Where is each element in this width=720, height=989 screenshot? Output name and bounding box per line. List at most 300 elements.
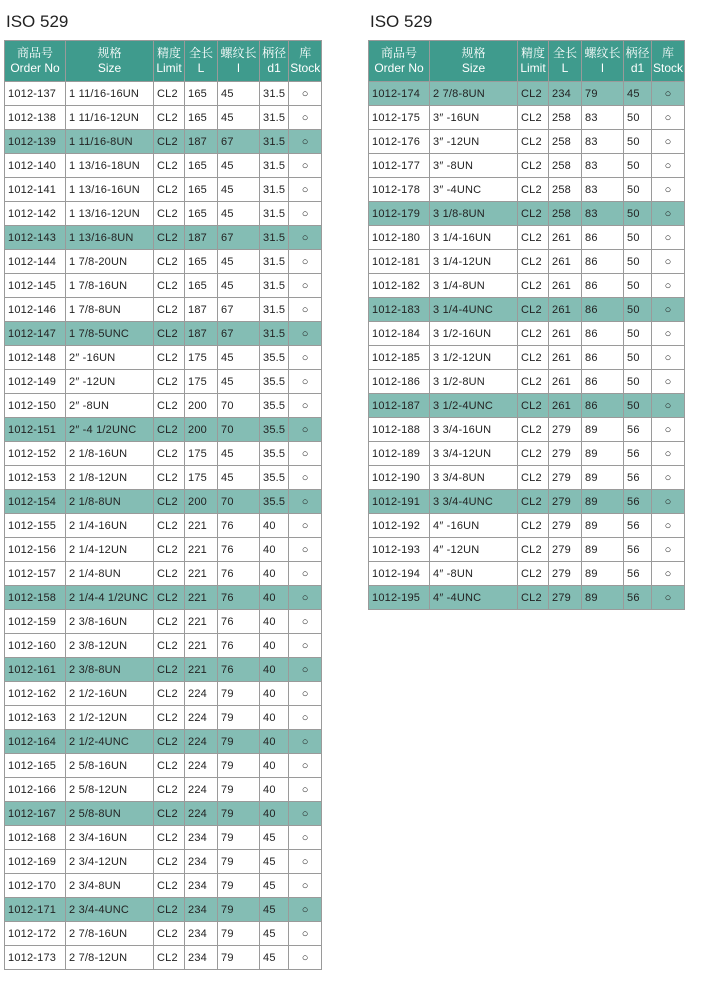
order-no-cell: 1012-153 — [5, 466, 66, 490]
table-row — [5, 922, 322, 946]
thread-length-cell: 70 — [218, 418, 260, 442]
thread-length-cell: 86 — [582, 226, 624, 250]
order-no-cell: 1012-157 — [5, 562, 66, 586]
size-cell: 3 1/2-12UN — [430, 346, 518, 370]
left-table-body — [5, 82, 322, 970]
table-row — [5, 274, 322, 298]
thread-length-cell: 76 — [218, 634, 260, 658]
header-shank: 柄径 d1 — [260, 41, 289, 82]
shank-diameter-cell: 50 — [624, 298, 652, 322]
thread-length-cell: 45 — [218, 106, 260, 130]
order-no-cell: 1012-187 — [369, 394, 430, 418]
table-row — [5, 514, 322, 538]
length-cell: 261 — [549, 346, 582, 370]
shank-diameter-cell: 50 — [624, 274, 652, 298]
limit-cell: CL2 — [518, 346, 549, 370]
thread-length-cell: 79 — [218, 730, 260, 754]
order-no-cell: 1012-165 — [5, 754, 66, 778]
table-row — [5, 706, 322, 730]
shank-diameter-cell: 40 — [260, 706, 289, 730]
length-cell: 234 — [185, 922, 218, 946]
thread-length-cell: 79 — [218, 850, 260, 874]
size-cell: 3 3/4-4UNC — [430, 490, 518, 514]
shank-diameter-cell: 50 — [624, 106, 652, 130]
limit-cell: CL2 — [518, 298, 549, 322]
thread-length-cell: 45 — [218, 346, 260, 370]
limit-cell: CL2 — [154, 490, 185, 514]
limit-cell: CL2 — [518, 178, 549, 202]
limit-cell: CL2 — [518, 106, 549, 130]
stock-cell: ○ — [289, 778, 322, 802]
shank-diameter-cell: 40 — [260, 586, 289, 610]
size-cell: 2 1/2-16UN — [66, 682, 154, 706]
stock-cell: ○ — [652, 442, 685, 466]
limit-cell: CL2 — [154, 562, 185, 586]
size-cell: 2 7/8-12UN — [66, 946, 154, 970]
order-no-cell: 1012-177 — [369, 154, 430, 178]
table-row — [5, 658, 322, 682]
length-cell: 165 — [185, 106, 218, 130]
thread-length-cell: 45 — [218, 250, 260, 274]
shank-diameter-cell: 31.5 — [260, 106, 289, 130]
thread-length-cell: 83 — [582, 154, 624, 178]
stock-cell: ○ — [652, 586, 685, 610]
size-cell: 2 1/4-16UN — [66, 514, 154, 538]
table-row — [5, 298, 322, 322]
size-cell: 3 3/4-16UN — [430, 418, 518, 442]
stock-cell: ○ — [289, 730, 322, 754]
stock-cell: ○ — [289, 346, 322, 370]
length-cell: 258 — [549, 178, 582, 202]
header-limit: 精度 Limit — [518, 41, 549, 82]
thread-length-cell: 45 — [218, 274, 260, 298]
stock-cell: ○ — [289, 154, 322, 178]
limit-cell: CL2 — [154, 418, 185, 442]
table-row — [369, 394, 685, 418]
left-table-block — [4, 0, 322, 970]
stock-cell: ○ — [289, 562, 322, 586]
right-header-row — [369, 41, 685, 82]
shank-diameter-cell: 50 — [624, 394, 652, 418]
thread-length-cell: 76 — [218, 514, 260, 538]
order-no-cell: 1012-141 — [5, 178, 66, 202]
shank-diameter-cell: 31.5 — [260, 274, 289, 298]
table-row — [5, 754, 322, 778]
order-no-cell: 1012-166 — [5, 778, 66, 802]
length-cell: 258 — [549, 130, 582, 154]
table-row — [369, 250, 685, 274]
limit-cell: CL2 — [518, 562, 549, 586]
order-no-cell: 1012-167 — [5, 802, 66, 826]
limit-cell: CL2 — [154, 154, 185, 178]
limit-cell: CL2 — [154, 202, 185, 226]
stock-cell: ○ — [652, 298, 685, 322]
length-cell: 221 — [185, 610, 218, 634]
order-no-cell: 1012-190 — [369, 466, 430, 490]
header-limit: 精度 Limit — [154, 41, 185, 82]
stock-cell: ○ — [289, 514, 322, 538]
stock-cell: ○ — [289, 130, 322, 154]
thread-length-cell: 86 — [582, 274, 624, 298]
shank-diameter-cell: 45 — [260, 898, 289, 922]
limit-cell: CL2 — [154, 754, 185, 778]
limit-cell: CL2 — [154, 850, 185, 874]
length-cell: 234 — [185, 898, 218, 922]
thread-length-cell: 79 — [218, 682, 260, 706]
order-no-cell: 1012-191 — [369, 490, 430, 514]
shank-diameter-cell: 56 — [624, 466, 652, 490]
size-cell: 2″ -16UN — [66, 346, 154, 370]
order-no-cell: 1012-195 — [369, 586, 430, 610]
length-cell: 224 — [185, 754, 218, 778]
right-table-title: ISO 529 — [370, 12, 433, 31]
order-no-cell: 1012-193 — [369, 538, 430, 562]
limit-cell: CL2 — [518, 442, 549, 466]
size-cell: 3″ -12UN — [430, 130, 518, 154]
order-no-cell: 1012-192 — [369, 514, 430, 538]
shank-diameter-cell: 40 — [260, 730, 289, 754]
length-cell: 165 — [185, 274, 218, 298]
shank-diameter-cell: 35.5 — [260, 442, 289, 466]
stock-cell: ○ — [289, 658, 322, 682]
length-cell: 221 — [185, 514, 218, 538]
stock-cell: ○ — [289, 586, 322, 610]
limit-cell: CL2 — [154, 826, 185, 850]
left-table-title: ISO 529 — [6, 12, 69, 31]
shank-diameter-cell: 45 — [260, 946, 289, 970]
table-row — [369, 154, 685, 178]
order-no-cell: 1012-185 — [369, 346, 430, 370]
shank-diameter-cell: 50 — [624, 370, 652, 394]
shank-diameter-cell: 45 — [260, 922, 289, 946]
shank-diameter-cell: 40 — [260, 538, 289, 562]
shank-diameter-cell: 40 — [260, 682, 289, 706]
size-cell: 2 3/4-12UN — [66, 850, 154, 874]
order-no-cell: 1012-145 — [5, 274, 66, 298]
stock-cell: ○ — [652, 130, 685, 154]
table-row — [5, 730, 322, 754]
length-cell: 279 — [549, 586, 582, 610]
table-row — [369, 322, 685, 346]
size-cell: 2 3/4-8UN — [66, 874, 154, 898]
stock-cell: ○ — [652, 154, 685, 178]
stock-cell: ○ — [289, 82, 322, 106]
length-cell: 224 — [185, 778, 218, 802]
size-cell: 2 5/8-8UN — [66, 802, 154, 826]
stock-cell: ○ — [289, 538, 322, 562]
thread-length-cell: 45 — [218, 466, 260, 490]
order-no-cell: 1012-176 — [369, 130, 430, 154]
table-row — [5, 562, 322, 586]
thread-length-cell: 83 — [582, 202, 624, 226]
limit-cell: CL2 — [518, 370, 549, 394]
table-row — [5, 898, 322, 922]
thread-length-cell: 79 — [218, 946, 260, 970]
length-cell: 261 — [549, 274, 582, 298]
shank-diameter-cell: 56 — [624, 538, 652, 562]
stock-cell: ○ — [289, 322, 322, 346]
thread-length-cell: 86 — [582, 298, 624, 322]
table-row — [5, 130, 322, 154]
shank-diameter-cell: 50 — [624, 226, 652, 250]
size-cell: 1 11/16-12UN — [66, 106, 154, 130]
length-cell: 224 — [185, 682, 218, 706]
length-cell: 279 — [549, 490, 582, 514]
limit-cell: CL2 — [154, 466, 185, 490]
size-cell: 3 1/2-16UN — [430, 322, 518, 346]
stock-cell: ○ — [289, 802, 322, 826]
length-cell: 279 — [549, 442, 582, 466]
stock-cell: ○ — [652, 466, 685, 490]
thread-length-cell: 86 — [582, 322, 624, 346]
order-no-cell: 1012-174 — [369, 82, 430, 106]
table-row — [369, 82, 685, 106]
shank-diameter-cell: 35.5 — [260, 394, 289, 418]
table-row — [5, 634, 322, 658]
stock-cell: ○ — [289, 442, 322, 466]
header-thread: 螺纹长 l — [582, 41, 624, 82]
shank-diameter-cell: 50 — [624, 346, 652, 370]
order-no-cell: 1012-158 — [5, 586, 66, 610]
length-cell: 261 — [549, 322, 582, 346]
order-no-cell: 1012-160 — [5, 634, 66, 658]
size-cell: 3 1/4-4UNC — [430, 298, 518, 322]
shank-diameter-cell: 50 — [624, 250, 652, 274]
stock-cell: ○ — [289, 274, 322, 298]
size-cell: 1 13/16-8UN — [66, 226, 154, 250]
stock-cell: ○ — [289, 202, 322, 226]
shank-diameter-cell: 45 — [624, 82, 652, 106]
thread-length-cell: 79 — [218, 874, 260, 898]
size-cell: 2 1/8-8UN — [66, 490, 154, 514]
limit-cell: CL2 — [154, 106, 185, 130]
limit-cell: CL2 — [154, 250, 185, 274]
order-no-cell: 1012-155 — [5, 514, 66, 538]
table-row — [5, 466, 322, 490]
order-no-cell: 1012-186 — [369, 370, 430, 394]
table-row — [369, 442, 685, 466]
table-row — [5, 778, 322, 802]
limit-cell: CL2 — [154, 874, 185, 898]
thread-length-cell: 83 — [582, 130, 624, 154]
shank-diameter-cell: 31.5 — [260, 250, 289, 274]
shank-diameter-cell: 56 — [624, 442, 652, 466]
size-cell: 2 1/2-4UNC — [66, 730, 154, 754]
shank-diameter-cell: 35.5 — [260, 490, 289, 514]
limit-cell: CL2 — [518, 250, 549, 274]
length-cell: 165 — [185, 202, 218, 226]
table-row — [369, 370, 685, 394]
limit-cell: CL2 — [518, 226, 549, 250]
table-row — [5, 610, 322, 634]
limit-cell: CL2 — [154, 610, 185, 634]
order-no-cell: 1012-148 — [5, 346, 66, 370]
header-length: 全长 L — [185, 41, 218, 82]
left-header-row — [5, 41, 322, 82]
limit-cell: CL2 — [518, 586, 549, 610]
shank-diameter-cell: 40 — [260, 778, 289, 802]
thread-length-cell: 79 — [582, 82, 624, 106]
header-order: 商品号 Order No — [369, 41, 430, 82]
limit-cell: CL2 — [518, 538, 549, 562]
order-no-cell: 1012-173 — [5, 946, 66, 970]
header-stock: 库 Stock — [652, 41, 685, 82]
shank-diameter-cell: 56 — [624, 562, 652, 586]
stock-cell: ○ — [289, 898, 322, 922]
order-no-cell: 1012-151 — [5, 418, 66, 442]
order-no-cell: 1012-170 — [5, 874, 66, 898]
limit-cell: CL2 — [518, 130, 549, 154]
stock-cell: ○ — [289, 826, 322, 850]
limit-cell: CL2 — [518, 274, 549, 298]
order-no-cell: 1012-162 — [5, 682, 66, 706]
table-row — [369, 226, 685, 250]
shank-diameter-cell: 56 — [624, 418, 652, 442]
length-cell: 279 — [549, 562, 582, 586]
stock-cell: ○ — [289, 754, 322, 778]
order-no-cell: 1012-161 — [5, 658, 66, 682]
table-row — [369, 562, 685, 586]
right-table-block — [368, 0, 685, 610]
size-cell: 1 13/16-18UN — [66, 154, 154, 178]
thread-length-cell: 79 — [218, 802, 260, 826]
shank-diameter-cell: 45 — [260, 850, 289, 874]
thread-length-cell: 45 — [218, 82, 260, 106]
size-cell: 4″ -16UN — [430, 514, 518, 538]
thread-length-cell: 76 — [218, 586, 260, 610]
stock-cell: ○ — [289, 250, 322, 274]
limit-cell: CL2 — [518, 322, 549, 346]
shank-diameter-cell: 50 — [624, 178, 652, 202]
limit-cell: CL2 — [154, 274, 185, 298]
stock-cell: ○ — [289, 682, 322, 706]
table-row — [369, 538, 685, 562]
order-no-cell: 1012-180 — [369, 226, 430, 250]
stock-cell: ○ — [289, 946, 322, 970]
limit-cell: CL2 — [154, 298, 185, 322]
header-stock: 库 Stock — [289, 41, 322, 82]
order-no-cell: 1012-179 — [369, 202, 430, 226]
table-row — [369, 202, 685, 226]
table-row — [5, 538, 322, 562]
size-cell: 1 7/8-5UNC — [66, 322, 154, 346]
size-cell: 3 1/2-4UNC — [430, 394, 518, 418]
table-row — [5, 874, 322, 898]
stock-cell: ○ — [289, 370, 322, 394]
order-no-cell: 1012-183 — [369, 298, 430, 322]
thread-length-cell: 89 — [582, 586, 624, 610]
size-cell: 3 1/4-12UN — [430, 250, 518, 274]
shank-diameter-cell: 50 — [624, 130, 652, 154]
table-row — [369, 418, 685, 442]
order-no-cell: 1012-144 — [5, 250, 66, 274]
limit-cell: CL2 — [154, 706, 185, 730]
limit-cell: CL2 — [154, 682, 185, 706]
size-cell: 3″ -4UNC — [430, 178, 518, 202]
stock-cell: ○ — [652, 202, 685, 226]
thread-length-cell: 67 — [218, 130, 260, 154]
stock-cell: ○ — [652, 514, 685, 538]
header-length: 全长 L — [549, 41, 582, 82]
limit-cell: CL2 — [518, 82, 549, 106]
shank-diameter-cell: 31.5 — [260, 202, 289, 226]
length-cell: 261 — [549, 394, 582, 418]
stock-cell: ○ — [652, 394, 685, 418]
limit-cell: CL2 — [154, 82, 185, 106]
length-cell: 234 — [185, 874, 218, 898]
limit-cell: CL2 — [154, 802, 185, 826]
table-row — [369, 274, 685, 298]
order-no-cell: 1012-159 — [5, 610, 66, 634]
stock-cell: ○ — [289, 418, 322, 442]
length-cell: 200 — [185, 418, 218, 442]
thread-length-cell: 89 — [582, 490, 624, 514]
size-cell: 3 1/8-8UN — [430, 202, 518, 226]
stock-cell: ○ — [289, 106, 322, 130]
length-cell: 261 — [549, 298, 582, 322]
size-cell: 3 1/4-16UN — [430, 226, 518, 250]
shank-diameter-cell: 50 — [624, 154, 652, 178]
size-cell: 2 5/8-12UN — [66, 778, 154, 802]
limit-cell: CL2 — [518, 154, 549, 178]
length-cell: 261 — [549, 250, 582, 274]
length-cell: 165 — [185, 178, 218, 202]
order-no-cell: 1012-189 — [369, 442, 430, 466]
shank-diameter-cell: 40 — [260, 514, 289, 538]
table-row — [5, 250, 322, 274]
thread-length-cell: 89 — [582, 514, 624, 538]
size-cell: 3″ -16UN — [430, 106, 518, 130]
shank-diameter-cell: 56 — [624, 490, 652, 514]
length-cell: 175 — [185, 442, 218, 466]
stock-cell: ○ — [289, 874, 322, 898]
length-cell: 187 — [185, 298, 218, 322]
table-row — [369, 178, 685, 202]
stock-cell: ○ — [289, 922, 322, 946]
size-cell: 3 3/4-8UN — [430, 466, 518, 490]
header-thread: 螺纹长 l — [218, 41, 260, 82]
length-cell: 187 — [185, 322, 218, 346]
thread-length-cell: 45 — [218, 178, 260, 202]
thread-length-cell: 76 — [218, 610, 260, 634]
thread-length-cell: 79 — [218, 898, 260, 922]
length-cell: 279 — [549, 466, 582, 490]
order-no-cell: 1012-147 — [5, 322, 66, 346]
length-cell: 234 — [185, 826, 218, 850]
size-cell: 2 3/4-4UNC — [66, 898, 154, 922]
shank-diameter-cell: 31.5 — [260, 226, 289, 250]
table-row — [5, 106, 322, 130]
shank-diameter-cell: 31.5 — [260, 322, 289, 346]
limit-cell: CL2 — [154, 226, 185, 250]
order-no-cell: 1012-138 — [5, 106, 66, 130]
length-cell: 221 — [185, 562, 218, 586]
limit-cell: CL2 — [154, 586, 185, 610]
order-no-cell: 1012-149 — [5, 370, 66, 394]
order-no-cell: 1012-175 — [369, 106, 430, 130]
length-cell: 258 — [549, 202, 582, 226]
shank-diameter-cell: 45 — [260, 874, 289, 898]
table-row — [369, 514, 685, 538]
stock-cell: ○ — [289, 394, 322, 418]
length-cell: 187 — [185, 130, 218, 154]
table-row — [5, 442, 322, 466]
order-no-cell: 1012-139 — [5, 130, 66, 154]
order-no-cell: 1012-163 — [5, 706, 66, 730]
size-cell: 2 3/8-12UN — [66, 634, 154, 658]
limit-cell: CL2 — [518, 514, 549, 538]
table-row — [5, 370, 322, 394]
